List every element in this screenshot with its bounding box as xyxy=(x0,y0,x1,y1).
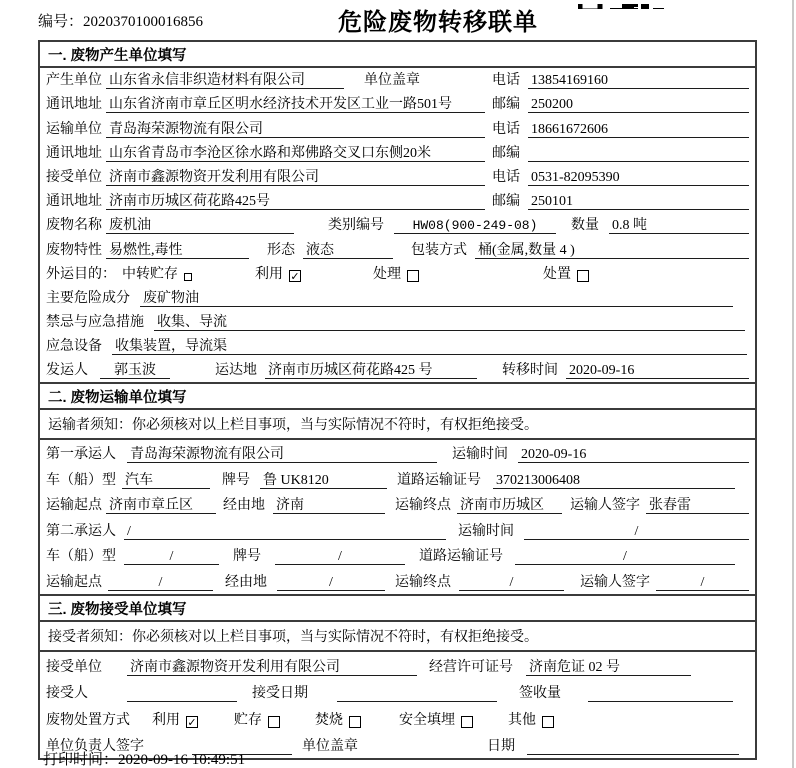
transporter-label: 运输单位 xyxy=(46,121,102,137)
row-dispatch xyxy=(40,358,755,382)
checkbox-disposal-landfill xyxy=(461,716,473,728)
packing-value: 桶(金属,数量 4 ) xyxy=(475,242,749,259)
equipment-label: 应急设备 xyxy=(46,339,102,355)
checkbox-disposal-store xyxy=(268,716,280,728)
row-producer xyxy=(40,68,755,92)
transporter-notice: 运输者须知：你必须核对以上栏目事项，当与实际情况不符时，有权拒绝接受。 xyxy=(40,410,755,440)
dispatcher-label: 发运人 xyxy=(46,363,88,379)
waste-props-label: 废物特性 xyxy=(46,242,102,258)
carrier1-value: 青岛海荣源物流有限公司 xyxy=(127,446,437,463)
route1-via-value: 济南 xyxy=(273,497,385,514)
row-hazard xyxy=(40,286,755,310)
carrier2-time-label: 运输时间 xyxy=(458,523,514,539)
manifest-form xyxy=(38,40,757,760)
waste-name-label: 废物名称 xyxy=(46,218,102,234)
row-carrier2 xyxy=(40,517,755,543)
vehicle1-value: 汽车 xyxy=(122,472,210,489)
route2-via-value: / xyxy=(277,574,385,591)
serial-number: 2020370100016856 xyxy=(83,14,204,30)
receiver-post-value: 250101 xyxy=(528,193,749,210)
waste-category-value: HW08(900-249-08) xyxy=(394,217,556,234)
section1-title: 一. 废物产生单位填写 xyxy=(40,42,755,68)
route2-sign-value: / xyxy=(656,574,749,591)
acceptor-label: 接受人 xyxy=(46,686,88,701)
receive-unit-label: 接受单位 xyxy=(46,659,102,675)
hazard-value: 废矿物油 xyxy=(140,290,733,307)
print-time-value: 2020-09-16 10:49:51 xyxy=(118,752,246,768)
plate1-value: 鲁 UK8120 xyxy=(260,472,387,489)
date-label: 日期 xyxy=(487,739,515,754)
route1-via-label: 经由地 xyxy=(223,498,265,514)
section3-title: 三. 废物接受单位填写 xyxy=(40,596,755,622)
destination-label: 运达地 xyxy=(215,363,257,379)
transporter-address-label: 通讯地址 xyxy=(46,145,102,161)
producer-phone-label: 电话 xyxy=(492,73,520,89)
waste-category-label: 类别编号 xyxy=(328,218,384,234)
transporter-address-value: 山东省青岛市李沧区徐水路和郑佛路交叉口东侧20米 xyxy=(106,145,485,162)
row-transporter xyxy=(40,116,755,140)
receipt-qty-label: 签收量 xyxy=(519,686,561,701)
permit2-label: 道路运输证号 xyxy=(419,549,503,565)
receiver-address-label: 通讯地址 xyxy=(46,194,102,210)
route1-sign-value: 张春雷 xyxy=(646,497,749,514)
producer-value: 山东省永信非织造材料有限公司 xyxy=(106,72,344,89)
receiver-phone-value: 0531-82095390 xyxy=(528,169,749,186)
license-value: 济南危证 02 号 xyxy=(526,659,691,676)
disposal-option-utilize: 利用 ✓ xyxy=(152,712,197,729)
transporter-post-value xyxy=(528,145,749,162)
route1-end-value: 济南市历城区 xyxy=(457,497,562,514)
route1-start-label: 运输起点 xyxy=(46,498,102,514)
checkbox-dispose xyxy=(577,270,589,282)
plate2-label: 牌号 xyxy=(233,549,261,565)
row-purpose xyxy=(40,262,755,286)
route1-end-label: 运输终点 xyxy=(395,498,451,514)
permit1-value: 370213006408 xyxy=(493,472,735,489)
dispatcher-value: 郭玉波 xyxy=(100,362,170,379)
vehicle2-value: / xyxy=(124,548,219,565)
purpose-label: 外运目的： xyxy=(46,266,116,282)
producer-address-label: 通讯地址 xyxy=(46,97,102,113)
route1-sign-label: 运输人签字 xyxy=(570,498,640,514)
receiver-post-label: 邮编 xyxy=(492,194,520,210)
row-route1 xyxy=(40,492,755,518)
purpose-option-dispose: 处置 xyxy=(543,266,589,283)
equipment-value: 收集装置，导流渠 xyxy=(112,338,747,355)
transfer-time-label: 转移时间 xyxy=(502,363,558,379)
carrier2-label: 第二承运人 xyxy=(46,523,116,539)
measures-value: 收集、导流 xyxy=(154,314,745,331)
checkbox-disposal-other xyxy=(542,716,554,728)
row-transporter-address xyxy=(40,141,755,165)
packing-label: 包装方式 xyxy=(411,242,467,258)
receipt-qty-value xyxy=(588,685,733,702)
unit-seal-label: 单位盖章 xyxy=(302,739,358,754)
route1-start-value: 济南市章丘区 xyxy=(106,497,216,514)
transporter-value: 青岛海荣源物流有限公司 xyxy=(106,121,485,138)
purpose-option-utilize: 利用 ✓ xyxy=(255,266,300,283)
producer-phone-value: 13854169160 xyxy=(528,72,749,89)
carrier2-time-value: / xyxy=(524,523,749,540)
producer-post-value: 250200 xyxy=(528,96,749,113)
row-receiver-address xyxy=(40,189,755,213)
receiver-value: 济南市鑫源物资开发利用有限公司 xyxy=(106,169,485,186)
measures-label: 禁忌与应急措施 xyxy=(46,315,144,331)
permit1-label: 道路运输证号 xyxy=(397,472,481,488)
acceptor-value xyxy=(127,685,237,702)
receiver-address-value: 济南市历城区荷花路425号 xyxy=(106,193,485,210)
date-value xyxy=(527,738,739,755)
responsible-sign-label: 单位负责人签字 xyxy=(46,739,144,754)
row-receive-unit xyxy=(40,652,755,679)
waste-form-label: 形态 xyxy=(267,242,295,258)
receiver-phone-label: 电话 xyxy=(492,169,520,185)
route2-end-value: / xyxy=(459,574,564,591)
row-producer-address xyxy=(40,92,755,116)
purpose-option-transfer-storage: 中转贮存 xyxy=(122,266,192,283)
section-producer xyxy=(40,42,755,382)
row-disposal-method xyxy=(40,705,755,732)
section-transport xyxy=(40,382,755,594)
row-vehicle1 xyxy=(40,466,755,492)
producer-label: 产生单位 xyxy=(46,73,102,89)
row-measures xyxy=(40,310,755,334)
page-title: 危险废物转移联单 xyxy=(338,9,538,36)
carrier1-label: 第一承运人 xyxy=(46,447,116,463)
row-route2 xyxy=(40,568,755,594)
row-vehicle2 xyxy=(40,543,755,569)
checkbox-disposal-utilize-checked: ✓ xyxy=(187,715,197,729)
disposal-option-landfill: 安全填埋 xyxy=(399,712,473,729)
vehicle1-label: 车（船）型 xyxy=(46,472,116,488)
qr-code-fragment xyxy=(578,0,664,9)
waste-qty-label: 数量 xyxy=(571,218,599,234)
carrier1-time-label: 运输时间 xyxy=(452,447,508,463)
receiver-notice: 接受者须知：你必须核对以上栏目事项，当与实际情况不符时，有权拒绝接受。 xyxy=(40,622,755,652)
transporter-post-label: 邮编 xyxy=(492,145,520,161)
print-time-line xyxy=(43,748,245,768)
route2-start-label: 运输起点 xyxy=(46,575,102,590)
row-waste-props xyxy=(40,237,755,261)
print-time-label: 打印时间： xyxy=(43,752,119,768)
permit2-value: / xyxy=(515,548,735,565)
section2-title: 二. 废物运输单位填写 xyxy=(40,384,755,410)
row-equipment xyxy=(40,334,755,358)
producer-address-value: 山东省济南市章丘区明水经济技术开发区工业一路501号 xyxy=(106,96,485,113)
row-carrier1 xyxy=(40,440,755,466)
page-edge-line xyxy=(792,0,794,768)
row-acceptance xyxy=(40,679,755,706)
purpose-option-treat: 处理 xyxy=(373,266,419,283)
transporter-phone-label: 电话 xyxy=(492,121,520,137)
route2-start-value: / xyxy=(108,574,213,591)
section-receive xyxy=(40,594,755,758)
row-receiver xyxy=(40,165,755,189)
hazard-label: 主要危险成分 xyxy=(46,290,130,306)
receiver-label: 接受单位 xyxy=(46,169,102,185)
disposal-label: 废物处置方式 xyxy=(46,712,130,728)
disposal-option-incinerate: 焚烧 xyxy=(315,712,361,729)
producer-seal-label: 单位盖章 xyxy=(364,73,420,89)
route2-via-label: 经由地 xyxy=(225,575,267,590)
producer-post-label: 邮编 xyxy=(492,97,520,113)
row-waste-name xyxy=(40,213,755,237)
vehicle2-label: 车（船）型 xyxy=(46,549,116,565)
accept-date-value xyxy=(337,685,497,702)
waste-props-value: 易燃性,毒性 xyxy=(106,242,249,259)
waste-name-value: 废机油 xyxy=(106,217,294,234)
carrier2-value: / xyxy=(124,523,446,540)
checkbox-disposal-incinerate xyxy=(349,716,361,728)
checkbox-treat xyxy=(407,270,419,282)
checkbox-transfer-storage xyxy=(184,273,192,281)
disposal-option-store: 贮存 xyxy=(234,712,280,729)
transfer-time-value: 2020-09-16 xyxy=(566,362,749,379)
waste-form-value: 液态 xyxy=(303,242,393,259)
destination-value: 济南市历城区荷花路425 号 xyxy=(265,362,477,379)
accept-date-label: 接受日期 xyxy=(252,686,308,701)
transporter-phone-value: 18661672606 xyxy=(528,121,749,138)
plate2-value: / xyxy=(275,548,405,565)
license-label: 经营许可证号 xyxy=(429,659,513,675)
serial-label: 编号： xyxy=(38,14,84,30)
checkbox-utilize-checked: ✓ xyxy=(290,269,300,283)
route2-sign-label: 运输人签字 xyxy=(580,575,650,590)
plate1-label: 牌号 xyxy=(222,472,250,488)
disposal-option-other: 其他 xyxy=(508,712,554,729)
carrier1-time-value: 2020-09-16 xyxy=(518,446,749,463)
route2-end-label: 运输终点 xyxy=(395,575,451,590)
waste-qty-value: 0.8 吨 xyxy=(609,217,749,234)
receive-unit-value: 济南市鑫源物资开发利用有限公司 xyxy=(127,659,417,676)
